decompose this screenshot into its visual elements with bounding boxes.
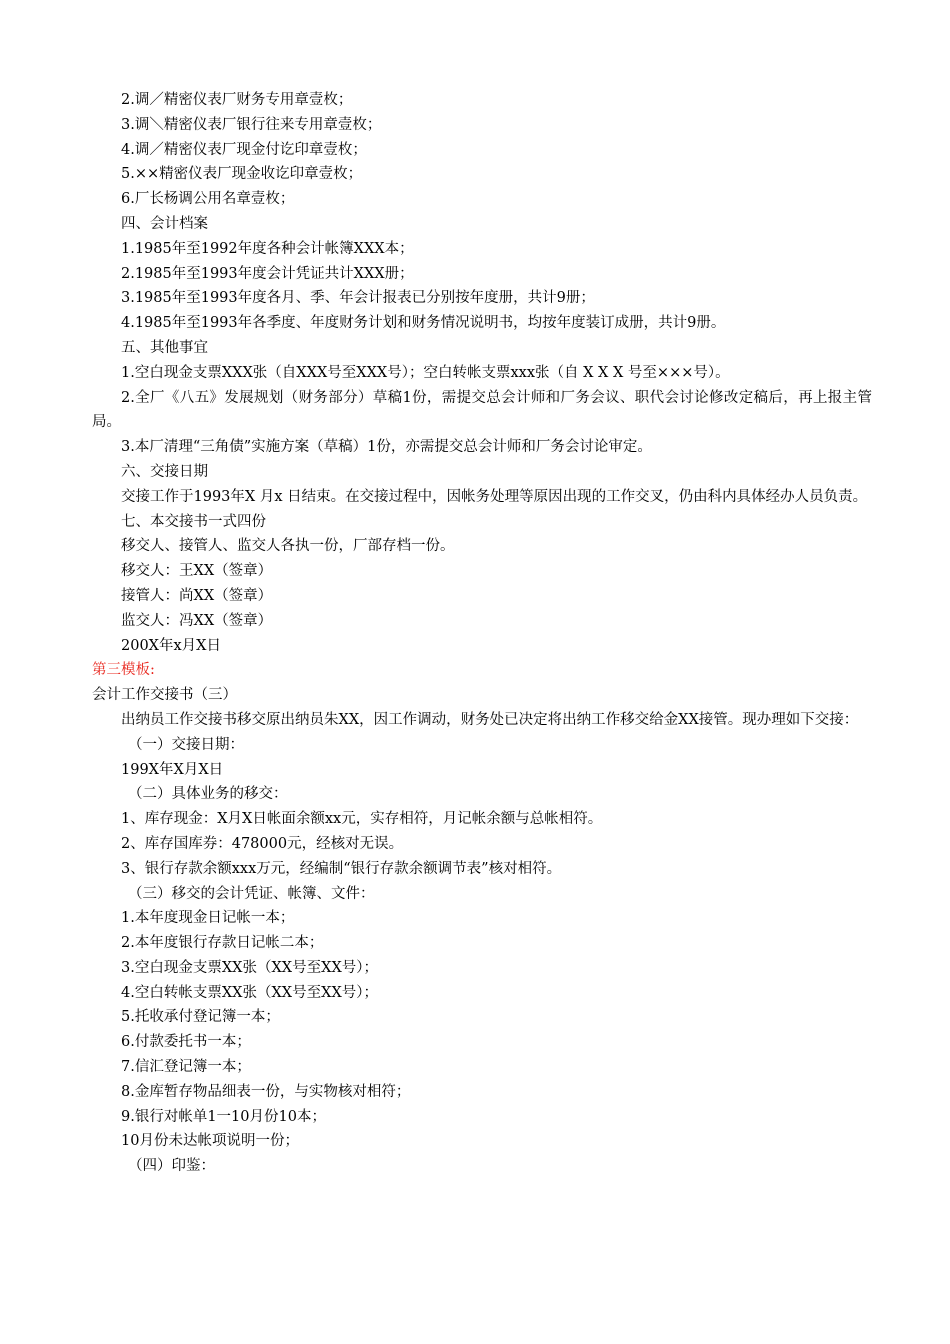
document-item-3: 3.空白现金支票XX张（XX号至XX号）；	[121, 959, 379, 976]
handover-date-value: 199X年X月X日	[121, 761, 224, 778]
other-item-1: 1.空白现金支票XXX张（自XXX号至XXX号）；空白转帐支票xxx张（自 X X X 号至×××号）。	[121, 364, 730, 381]
document-item-5: 5.托收承付登记簿一本；	[121, 1009, 280, 1026]
signature-date: 200X年x月X日	[121, 637, 221, 654]
subsection-business: （二）具体业务的移交：	[128, 786, 288, 803]
section-heading-date: 六、交接日期	[121, 463, 208, 480]
subsection-seals: （四）印鉴：	[128, 1158, 215, 1175]
document-item-7: 7.信汇登记簿一本；	[121, 1059, 251, 1076]
seal-item-2: 2.调／精密仪表厂财务专用章壹枚；	[121, 92, 353, 108]
section-heading-other: 五、其他事宜	[121, 339, 208, 356]
section-heading-archives: 四、会计档案	[121, 215, 208, 232]
document-item-2: 2.本年度银行存款日记帐二本；	[121, 935, 324, 952]
other-item-3: 3.本厂清理“三角债”实施方案（草稿）1份，亦需提交总会计师和厂务会讨论审定。	[121, 439, 652, 456]
business-item-3: 3、银行存款余额xxx万元，经编制“银行存款余额调节表”核对相符。	[121, 860, 562, 877]
document-body	[92, 88, 872, 1179]
business-item-1: 1、库存现金：X月X日帐面余额xx元，实存相符，月记帐余额与总帐相符。	[121, 811, 603, 828]
intro-paragraph: 出纳员工作交接书移交原出纳员朱XX，因工作调动，财务处已决定将出纳工作移交给金XX接管。现办理如下交接：	[121, 711, 859, 728]
document-item-8: 8.金库暂存物品细表一份，与实物核对相符；	[121, 1083, 411, 1100]
document-title: 会计工作交接书（三）	[92, 687, 237, 704]
document-item-1: 1.本年度现金日记帐一本；	[121, 910, 295, 927]
document-item-9: 9.银行对帐单1一10月份10本；	[121, 1108, 326, 1125]
archive-item-1: 1.1985年至1992年度各种会计帐簿XXX本；	[121, 240, 414, 257]
template-heading: 第三模板:	[92, 662, 155, 679]
seal-item-5: 5.××精密仪表厂现金收讫印章壹枚；	[121, 166, 363, 183]
seal-item-4: 4.调／精密仪表厂现金付讫印章壹枚；	[121, 141, 367, 158]
signature-receiver: 接管人：尚XX（签章）	[121, 587, 273, 604]
handover-date-paragraph: 交接工作于1993年X 月x 日结束。在交接过程中，因帐务处理等原因出现的工作交叉，仍由科内具体经办人员负责。	[121, 488, 868, 505]
archive-item-2: 2.1985年至1993年度会计凭证共计XXX册；	[121, 265, 414, 282]
document-item-4: 4.空白转帐支票XX张（XX号至XX号）；	[121, 984, 379, 1001]
archive-item-4: 4.1985年至1993年各季度、年度财务计划和财务情况说明书，均按年度装订成册，共计9册。	[121, 315, 726, 332]
document-item-10: 10月份未达帐项说明一份；	[121, 1133, 299, 1150]
subsection-date: （一）交接日期：	[128, 736, 244, 753]
section-heading-copies: 七、本交接书一式四份	[121, 513, 266, 530]
subsection-documents: （三）移交的会计凭证、帐簿、文件：	[128, 885, 375, 902]
signature-supervisor: 监交人：冯XX（签章）	[121, 612, 273, 629]
seal-item-6: 6.厂长杨调公用名章壹枚；	[121, 191, 295, 208]
copies-note: 移交人、接管人、监交人各执一份，厂部存档一份。	[121, 538, 455, 555]
business-item-2: 2、库存国库券：478000元，经核对无误。	[121, 835, 404, 852]
seal-item-3: 3.调＼精密仪表厂银行往来专用章壹枚；	[121, 116, 382, 133]
signature-transferor: 移交人：王XX（签章）	[121, 563, 273, 580]
other-item-2: 2.全厂《八五》发展规划（财务部分）草稿1份，需提交总会计师和厂务会议、职代会讨论修改定稿后，再上报主管局。	[92, 389, 872, 431]
archive-item-3: 3.1985年至1993年度各月、季、年会计报表已分别按年度册，共计9册；	[121, 290, 595, 307]
document-item-6: 6.付款委托书一本；	[121, 1034, 251, 1051]
